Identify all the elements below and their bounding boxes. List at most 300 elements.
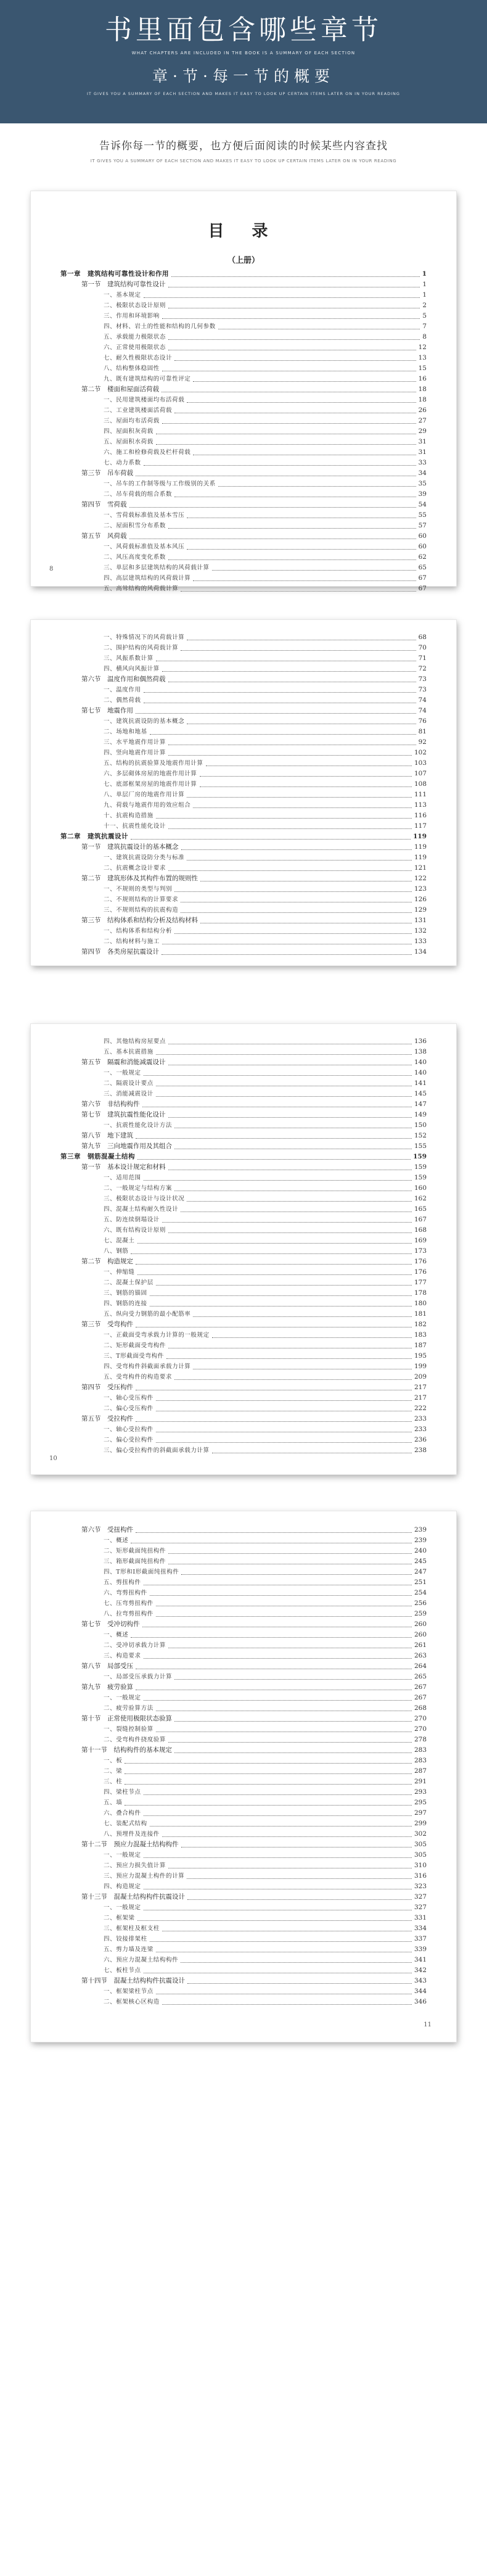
toc-entry-label: 六、正常使用极限状态 [104,344,166,351]
toc-item [60,416,427,426]
toc-item [60,1735,427,1745]
toc-entry-page: 217 [414,1384,427,1391]
toc-entry-page: 165 [414,1205,427,1213]
toc-entry-page: 76 [418,717,427,725]
toc-entry-label: 十、抗震构造措施 [104,812,153,819]
toc-item [60,1997,427,2007]
toc-leader-dots [187,1899,412,1900]
toc-entry-label: 一、板 [104,1757,123,1764]
toc-leader-dots [144,1794,412,1795]
toc-entry-page: 149 [414,1111,427,1118]
toc-item [60,1986,427,1997]
toc-entry-label: 三、风振系数计算 [104,655,153,662]
toc-entry-label: 三、作用和环境影响 [104,313,160,320]
toc-entry-label: 八、预埋件及连接件 [104,1831,160,1838]
toc-entry-page: 167 [414,1216,427,1223]
toc-item [60,1546,427,1556]
toc-entry-page: 35 [418,480,427,487]
toc-leader-dots [181,912,412,913]
toc-leader-dots [193,381,415,382]
toc-entry-label: 七、压弯剪扭构件 [104,1600,153,1607]
toc-leader-dots [156,1285,412,1286]
toc-entry-page: 73 [418,686,427,693]
toc-entry-page: 117 [414,822,427,830]
toc-item [60,1965,427,1976]
toc-entry-label: 三、T形截面受弯构件 [104,1353,164,1360]
toc-item [60,1567,427,1577]
toc-item [60,685,427,695]
toc-leader-dots [137,1243,412,1244]
toc-entry-page: 140 [414,1059,427,1066]
banner-tagline: 章·节·每一节的概要 [152,67,335,85]
toc-item [60,552,427,563]
toc-leader-dots [150,1595,412,1596]
toc-entry-page: 283 [414,1746,427,1754]
toc-section [60,1382,427,1393]
toc-entry-page: 138 [414,1048,427,1055]
toc-entry-label: 一、伸缩缝 [104,1269,135,1276]
toc-entry-page: 209 [414,1373,427,1381]
toc-item [60,1798,427,1808]
toc-section [60,1839,427,1850]
toc-entry-page: 140 [414,1069,427,1076]
toc-entry-page: 263 [414,1652,427,1659]
toc-leader-dots [193,807,412,808]
toc-entry-label: 第三节 结构体系和结构分析及结构材料 [81,917,198,924]
toc-item [60,779,427,790]
toc-item [60,1588,427,1598]
toc-leader-dots [144,1180,412,1181]
toc-entry-label: 第二节 建筑形体及其构件布置的规则性 [81,875,198,882]
toc-item [60,426,427,437]
toc-section [60,947,427,957]
toc-item [60,1372,427,1382]
toc-item [60,479,427,489]
toc-item [60,1693,427,1703]
toc-item [60,894,427,905]
toc-entry-label: 第十节 正常使用极限状态验算 [81,1715,172,1722]
toc-item [60,1535,427,1546]
toc-entry-page: 334 [414,1925,427,1932]
toc-entry-label: 第三章 钢筋混凝土结构 [60,1153,135,1160]
toc-entry-label: 一、概述 [104,1632,129,1638]
toc-entry-label: 第三节 受弯构件 [81,1321,133,1328]
toc-entry-page: 310 [414,1862,427,1869]
toc-entry-label: 七、底部框架房屋的地震作用计算 [104,781,197,788]
toc-entry-label: 一、不规则的类型与判别 [104,886,173,893]
toc-entry-label: 第一节 建筑结构可靠性设计 [81,281,166,288]
toc-entry-page: 195 [414,1352,427,1360]
toc-leader-dots [166,1358,412,1359]
toc-entry-page: 247 [414,1568,427,1575]
toc-item [60,1047,427,1057]
toc-entry-label: 一、特殊情况下的风荷载计算 [104,634,185,641]
toc-item [60,1860,427,1871]
toc-entry-page: 293 [414,1788,427,1796]
toc-entry-page: 15 [418,365,427,372]
toc-entry-page: 169 [414,1237,427,1244]
toc-entry-label: 一、适用范围 [104,1174,141,1181]
toc-entry-page: 16 [418,375,427,382]
toc-entry-page: 297 [414,1809,427,1817]
toc-leader-dots [144,1075,412,1076]
toc-item [60,1278,427,1288]
toc-entry-page: 2 [422,302,427,309]
toc-item [60,395,427,405]
toc-entry-label: 一、局部受压承载力计算 [104,1674,173,1680]
toc-entry-page: 240 [414,1547,427,1554]
toc-entry-label: 第十一节 结构构件的基本规定 [81,1746,172,1754]
toc-entry-label: 一、一般规定 [104,1695,141,1701]
toc-list [60,1036,427,1456]
toc-section [60,915,427,926]
toc-entry-label: 一、轴心受拉构件 [104,1426,153,1433]
toc-entry-label: 七、耐久性极限状态设计 [104,355,173,361]
toc-entry-label: 五、屋面积水荷载 [104,439,153,445]
toc-entry-page: 283 [414,1757,427,1764]
toc-leader-dots [174,1721,412,1722]
toc-item [60,1298,427,1309]
banner-tagline-en: IT GIVES YOU A SUMMARY OF EACH SECTION AND MAKES IT EASY TO LOOK UP CERTAIN ITEMS LATER ON IN YOUR READING [87,91,400,96]
toc-section [60,279,427,290]
toc-leader-dots [212,570,416,571]
toc-item [60,1340,427,1351]
toc-item [60,489,427,500]
toc-entry-label: 第五节 风荷载 [81,532,127,540]
toc-entry-label: 四、受弯构件斜截面承载力计算 [104,1363,191,1370]
toc-section [60,1257,427,1267]
toc-entry-label: 四、铰接排架柱 [104,1936,147,1942]
toc-section [60,674,427,685]
toc-entry-label: 三、不规则结构的抗震构造 [104,907,179,914]
toc-entry-page: 57 [418,522,427,529]
toc-volume-label: （上册） [227,256,260,265]
toc-item [60,342,427,353]
toc-entry-page: 339 [414,1946,427,1953]
toc-item [60,1630,427,1640]
toc-entry-page: 337 [414,1935,427,1942]
toc-leader-dots [137,1159,411,1160]
toc-item [60,905,427,915]
toc-item [60,1215,427,1225]
toc-leader-dots [156,818,412,819]
toc-leader-dots [150,1306,412,1307]
toc-entry-page: 343 [414,1977,427,1984]
toc-leader-dots [162,1836,412,1837]
toc-entry-label: 二、梁 [104,1768,123,1775]
toc-entry-label: 二、围护结构的风荷载计算 [104,645,179,651]
toc-entry-label: 一、轴心受压构件 [104,1395,153,1402]
toc-entry-page: 72 [418,665,427,672]
toc-entry-label: 三、框架柱及框支柱 [104,1925,160,1932]
toc-entry-page: 31 [418,438,427,445]
toc-entry-label: 九、荷载与地震作用的效应组合 [104,802,191,809]
toc-entry-label: 五、承载能力极限状态 [104,334,166,341]
toc-entry-page: 12 [418,344,427,351]
toc-item [60,643,427,653]
toc-item [60,1577,427,1588]
toc-entry-page: 150 [414,1121,427,1129]
toc-entry-page: 1 [422,281,427,288]
toc-item [60,1194,427,1204]
toc-leader-dots [187,860,412,861]
toc-entry-label: 四、其他结构房屋要点 [104,1038,166,1045]
toc-entry-label: 二、受冲切承载力计算 [104,1642,166,1649]
toc-entry-page: 67 [418,585,427,592]
toc-entry-page: 60 [418,543,427,550]
toc-leader-dots [137,1920,412,1921]
toc-entry-page: 159 [413,1153,427,1160]
toc-item [60,1881,427,1892]
toc-leader-dots [131,1637,412,1638]
toc-section [60,1619,427,1630]
toc-section [60,500,427,510]
toc-entry-page: 102 [414,749,427,756]
toc-item [60,884,427,894]
toc-leader-dots [168,339,420,340]
toc-title: 目 录 [208,222,279,241]
toc-entry-page: 331 [414,1914,427,1922]
toc-entry-page: 31 [418,448,427,456]
toc-entry-page: 81 [418,728,427,735]
toc-leader-dots [168,1232,412,1233]
toc-entry-label: 第二节 构造规定 [81,1258,133,1265]
toc-entry-label: 六、预应力混凝土结构构件 [104,1957,179,1963]
toc-entry-page: 264 [414,1662,427,1670]
toc-leader-dots [193,580,415,581]
toc-entry-label: 二、结构材料与施工 [104,938,160,945]
toc-section [60,468,427,479]
toc-item [60,363,427,374]
toc-item [60,1724,427,1735]
toc-entry-page: 119 [413,833,427,840]
toc-entry-label: 三、单层和多层建筑结构的风荷载计算 [104,564,210,571]
toc-entry-label: 二、疲劳验算方法 [104,1705,153,1712]
toc-item [60,332,427,342]
toc-entry-label: 第九节 三向地震作用及其组合 [81,1142,172,1150]
toc-leader-dots [144,1658,412,1659]
toc-entry-page: 323 [414,1883,427,1890]
toc-leader-dots [131,839,411,840]
toc-entry-label: 第五节 受拉构件 [81,1415,133,1422]
toc-item [60,1236,427,1246]
toc-leader-dots [168,1742,412,1743]
toc-entry-page: 182 [414,1321,427,1328]
toc-entry-label: 四、材料、岩土的性能和结构的几何参数 [104,323,216,330]
toc-leader-dots [187,402,415,403]
toc-entry-label: 五、墙 [104,1799,123,1806]
toc-entry-label: 三、钢筋的锚固 [104,1290,147,1297]
toc-entry-page: 71 [418,654,427,662]
toc-leader-dots [212,1337,412,1338]
toc-entry-page: 270 [414,1725,427,1733]
toc-section [60,1682,427,1693]
toc-entry-page: 261 [414,1641,427,1649]
toc-item [60,1089,427,1099]
toc-item [60,1120,427,1131]
toc-entry-page: 55 [418,511,427,519]
toc-leader-dots [144,1857,412,1858]
toc-entry-label: 二、偏心受拉构件 [104,1437,153,1443]
toc-leader-dots [187,1201,412,1202]
toc-entry-label: 八、拉弯剪扭构件 [104,1611,153,1617]
toc-item [60,1871,427,1881]
toc-entry-label: 五、防连续倒塌设计 [104,1216,160,1223]
toc-leader-dots [200,776,412,777]
toc-item [60,727,427,737]
toc-entry-page: 8 [422,333,427,341]
toc-section [60,1525,427,1535]
toc-entry-label: 四、高层建筑结构的风荷载计算 [104,575,191,582]
toc-item [60,1173,427,1183]
toc-entry-page: 278 [414,1736,427,1743]
toc-item [60,695,427,706]
toc-entry-page: 267 [414,1694,427,1701]
toc-entry-label: 第二章 建筑抗震设计 [60,833,128,840]
toc-entry-label: 二、一般规定与结构方案 [104,1185,173,1192]
toc-entry-page: 92 [418,738,427,746]
toc-entry-page: 302 [414,1830,427,1838]
toc-entry-label: 一、概述 [104,1537,129,1544]
toc-item [60,573,427,584]
toc-leader-dots [156,1054,412,1055]
toc-entry-label: 一、正截面受弯承载力计算的一般规定 [104,1332,210,1339]
toc-entry-label: 第七节 地震作用 [81,707,133,714]
banner-title: 书里面包含哪些章节 [105,14,382,46]
toc-entry-page: 145 [414,1090,427,1097]
toc-leader-dots [125,1805,412,1806]
toc-entry-label: 五、剪力墙及连梁 [104,1946,153,1953]
toc-entry-page: 341 [414,1956,427,1963]
toc-entry-label: 九、既有建筑结构的可靠性评定 [104,376,191,382]
toc-entry-label: 二、极限状态设计原则 [104,302,166,309]
toc-entry-page: 141 [414,1080,427,1087]
toc-entry-page: 62 [418,553,427,561]
page-number: 11 [424,2021,432,2028]
toc-leader-dots [162,954,412,955]
toc-section [60,1110,427,1120]
toc-entry-page: 132 [414,927,427,935]
toc-item [60,863,427,873]
toc-item [60,1435,427,1445]
toc-entry-page: 107 [414,770,427,777]
toc-item [60,405,427,416]
toc-item [60,1756,427,1766]
toc-item [60,1225,427,1236]
toc-leader-dots [136,1264,412,1265]
toc-item [60,300,427,311]
toc-entry-label: 二、不规则结构的计算要求 [104,896,179,903]
toc-entry-label: 第七节 建筑抗震性能化设计 [81,1111,166,1118]
toc-item [60,1556,427,1567]
toc-entry-label: 三、预应力混凝土构件的计算 [104,1873,185,1880]
toc-chapter [60,832,427,842]
toc-leader-dots [125,1784,412,1785]
toc-entry-page: 27 [418,417,427,424]
toc-item [60,1036,427,1047]
toc-item [60,1944,427,1955]
toc-leader-dots [144,465,416,466]
toc-entry-page: 265 [414,1673,427,1680]
toc-entry-label: 七、装配式结构 [104,1820,147,1827]
toc-leader-dots [181,591,415,592]
toc-item [60,1787,427,1798]
toc-entry-label: 二、吊车荷载的组合系数 [104,491,173,498]
toc-entry-page: 254 [414,1589,427,1596]
toc-entry-page: 155 [414,1142,427,1150]
toc-leader-dots [187,1983,412,1984]
toc-entry-page: 18 [418,386,427,393]
toc-leader-dots [168,559,416,560]
toc-item [60,1361,427,1372]
toc-entry-page: 251 [414,1579,427,1586]
toc-leader-dots [144,1700,412,1701]
toc-item [60,1766,427,1777]
toc-item [60,1068,427,1078]
toc-item [60,458,427,468]
toc-item [60,1672,427,1682]
toc-entry-label: 一、建筑抗震设防的基本概念 [104,718,185,725]
toc-entry-label: 一、一般规定 [104,1852,141,1859]
toc-entry-label: 二、偏心受压构件 [104,1405,153,1412]
toc-entry-label: 第十二节 预应力混凝土结构构件 [81,1841,179,1848]
toc-leader-dots [174,1679,412,1680]
toc-entry-label: 第四节 雪荷载 [81,501,127,508]
toc-entry-label: 一、裂缝控制验算 [104,1726,153,1733]
toc-entry-page: 162 [414,1195,427,1202]
toc-section [60,1414,427,1424]
toc-leader-dots [136,1532,412,1533]
toc-entry-label: 五、结构的抗震验算及地震作用计算 [104,760,203,767]
toc-leader-dots [162,318,420,319]
toc-entry-page: 299 [414,1820,427,1827]
toc-leader-dots [144,297,420,298]
toc-page-1 [31,191,456,592]
toc-item [60,664,427,674]
toc-item [60,1330,427,1340]
toc-entry-label: 一、民用建筑楼面均布活荷载 [104,397,185,403]
toc-section [60,1976,427,1986]
toc-item [60,936,427,947]
toc-entry-label: 六、多层砌体房屋的地震作用计算 [104,770,197,777]
toc-entry-label: 二、隔震设计要点 [104,1080,153,1087]
toc-section [60,842,427,852]
toc-item [60,790,427,800]
toc-entry-label: 六、叠合构件 [104,1810,141,1817]
toc-entry-page: 119 [414,854,427,861]
toc-chapter [60,269,427,279]
toc-item [60,1393,427,1403]
toc-entry-page: 133 [414,938,427,945]
toc-leader-dots [136,713,416,714]
toc-entry-page: 344 [414,1988,427,1995]
toc-leader-dots [162,671,416,672]
toc-entry-label: 二、矩形截面受弯构件 [104,1342,166,1349]
toc-item [60,1777,427,1787]
toc-item [60,737,427,748]
toc-leader-dots [156,1400,412,1401]
toc-leader-dots [181,1962,412,1963]
toc-entry-label: 七、动力系数 [104,460,141,466]
toc-entry-page: 176 [414,1258,427,1265]
toc-entry-label: 三、构造要求 [104,1653,141,1659]
toc-section [60,1892,427,1902]
toc-entry-label: 三、箱形截面纯扭构件 [104,1558,166,1565]
toc-section [60,1745,427,1756]
toc-entry-label: 五、剪扭构件 [104,1579,141,1586]
toc-entry-page: 260 [414,1620,427,1628]
toc-entry-label: 七、板柱节点 [104,1967,141,1974]
